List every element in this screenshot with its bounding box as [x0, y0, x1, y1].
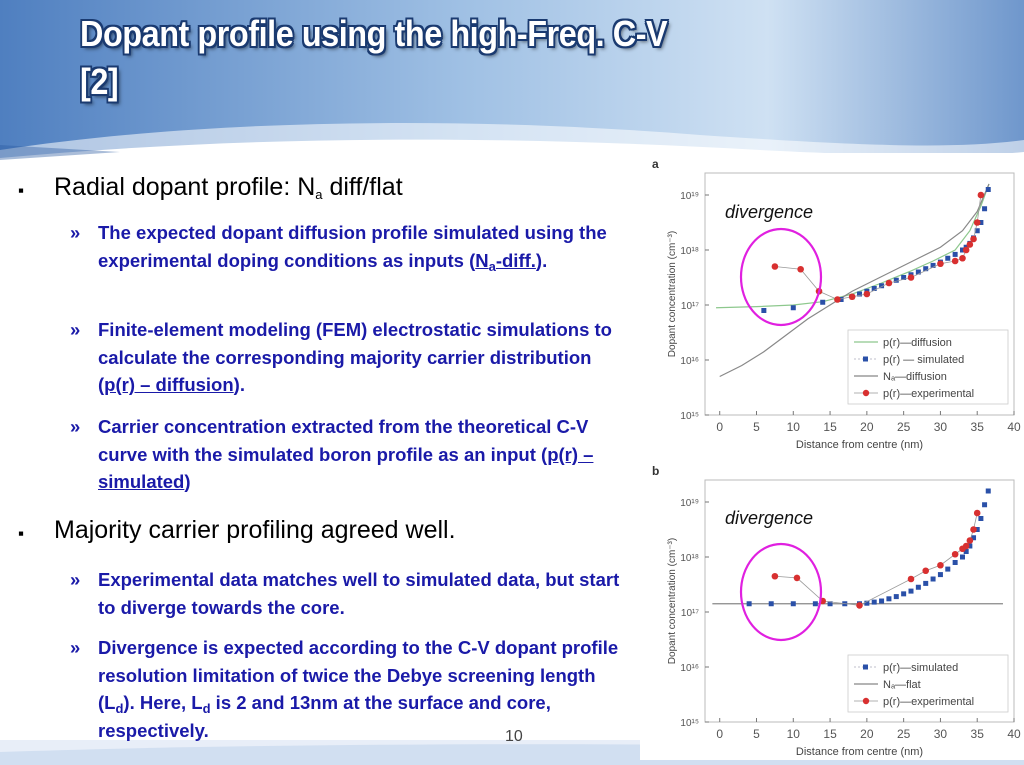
data-point-experimental [886, 280, 893, 287]
x-axis-label: Distance from centre (nm) [795, 746, 924, 758]
y-tick-label: 10¹⁵ [680, 718, 699, 729]
data-point-simulated [820, 300, 825, 305]
x-tick-label: 40 [1007, 727, 1021, 741]
data-point-simulated [986, 489, 991, 494]
data-point-experimental [970, 236, 977, 243]
x-tick-label: 10 [786, 420, 800, 434]
panel-label: b [652, 464, 660, 478]
data-point-simulated [791, 601, 796, 606]
data-point-simulated [931, 577, 936, 582]
data-point-experimental [952, 258, 959, 265]
data-point-experimental [967, 241, 974, 248]
data-point-experimental [967, 537, 974, 544]
data-point-experimental [970, 526, 977, 533]
title-line-1: Dopant profile using the high-Freq. C-V [80, 13, 668, 54]
y-tick-label: 10¹⁸ [680, 246, 699, 257]
y-tick-label: 10¹⁶ [680, 663, 699, 674]
x-tick-label: 0 [716, 727, 724, 741]
data-point-simulated [960, 555, 965, 560]
data-point-experimental [963, 543, 970, 550]
divergence-annotation: divergence [725, 508, 814, 528]
x-tick-label: 35 [970, 727, 984, 741]
data-point-simulated [938, 572, 943, 577]
data-point-experimental [849, 293, 856, 300]
sub-marker: » [70, 416, 81, 437]
legend-swatch-marker [863, 698, 869, 704]
data-point-experimental [834, 296, 841, 303]
x-tick-label: 30 [933, 420, 948, 434]
legend-label: p(r)—experimental [883, 696, 975, 708]
data-point-simulated [982, 502, 987, 507]
data-point-simulated [982, 206, 987, 211]
data-point-simulated [909, 589, 914, 594]
y-tick-label: 10¹⁷ [680, 608, 699, 619]
legend-swatch-marker [863, 357, 868, 362]
data-point-experimental [959, 255, 966, 262]
data-point-experimental [974, 219, 981, 226]
data-point-simulated [747, 601, 752, 606]
x-tick-label: 0 [716, 420, 724, 434]
legend-label: p(r) — simulated [883, 354, 965, 366]
chart-b [640, 460, 1024, 760]
y-axis-label: Dopant concentration (cm⁻³) [667, 537, 678, 665]
legend-swatch-marker [863, 665, 868, 670]
divergence-annotation: divergence [725, 202, 814, 222]
legend-label: p(r)—diffusion [883, 337, 952, 349]
x-tick-label: 20 [860, 420, 874, 434]
x-tick-label: 15 [823, 727, 837, 741]
title-line-2: [2] [80, 61, 119, 102]
data-point-simulated [769, 601, 774, 606]
data-point-simulated [872, 600, 877, 605]
data-point-experimental [856, 602, 863, 609]
data-point-simulated [813, 601, 818, 606]
data-point-simulated [923, 581, 928, 586]
data-point-simulated [986, 187, 991, 192]
sub-text: Finite-element modeling (FEM) electrostatic simulations to calculate the corresponding majority carrier distribution ( [98, 319, 612, 395]
y-axis-label: Dopant concentration (cm⁻³) [667, 230, 678, 358]
y-tick-label: 10¹⁹ [680, 191, 699, 202]
x-tick-label: 30 [933, 727, 948, 741]
data-point-simulated [901, 591, 906, 596]
page-number: 10 [505, 728, 523, 745]
bullet-marker: ▪ [18, 181, 25, 200]
pr-simulated-link: p(r) – simulated [98, 443, 594, 492]
data-point-experimental [978, 192, 985, 199]
x-tick-label: 35 [970, 420, 984, 434]
x-tick-label: 5 [753, 420, 760, 434]
sub-marker: » [70, 569, 81, 590]
data-point-simulated [879, 599, 884, 604]
data-point-simulated [886, 596, 891, 601]
y-tick-label: 10¹⁸ [680, 553, 699, 564]
na-diff-link: $N_a$-diff. [475, 249, 536, 274]
sub-text: Experimental data matches well to simulated data, but start to diverge towards the core. [98, 569, 620, 618]
x-tick-label: 20 [860, 727, 874, 741]
y-tick-label: 10¹⁵ [680, 411, 699, 422]
y-tick-label: 10¹⁷ [680, 301, 699, 312]
data-point-simulated [894, 594, 899, 599]
data-point-simulated [916, 585, 921, 590]
data-point-simulated [945, 567, 950, 572]
sub-text: Divergence is expected according to the C-V dopant profile resolution limitation of twice the Debye screening length (L [98, 637, 619, 713]
data-point-simulated [953, 252, 958, 257]
data-point-experimental [797, 266, 804, 273]
x-axis-label: Distance from centre (nm) [795, 439, 924, 451]
legend-label: p(r)—simulated [883, 662, 959, 674]
panel-label: a [652, 157, 659, 171]
legend-label: Nₐ—diffusion [883, 371, 947, 383]
data-point-simulated [945, 256, 950, 261]
y-tick-label: 10¹⁶ [680, 356, 699, 367]
data-point-experimental [794, 575, 801, 582]
data-point-experimental [908, 576, 915, 583]
bullet-marker: ▪ [18, 524, 25, 543]
sub-marker: » [70, 637, 81, 658]
legend-label: Nₐ—flat [883, 679, 921, 691]
data-point-experimental [908, 274, 915, 281]
legend-swatch-marker [863, 390, 869, 396]
data-point-experimental [952, 551, 959, 558]
x-tick-label: 15 [823, 420, 837, 434]
x-tick-label: 5 [753, 727, 760, 741]
x-tick-label: 40 [1007, 420, 1021, 434]
sub-text: The expected dopant diffusion profile simulated using the experimental doping conditions as inputs ( [98, 222, 607, 271]
data-point-simulated [791, 305, 796, 310]
data-point-experimental [963, 247, 970, 254]
legend-label: p(r)—experimental [883, 388, 975, 400]
sub-text: Carrier concentration extracted from the theoretical C-V curve with the simulated boron profile as an input ( [98, 416, 589, 465]
sub-marker: » [70, 319, 81, 340]
bullet-text-subscript: a [315, 187, 323, 202]
pr-diffusion-link: p(r) – diffusion [104, 374, 234, 395]
slide-body: ▪ Radial dopant profile: Na diff/flat » The expected dopant diffusion profile simulated using the experimental doping conditions as inputs $(N_a-diff.)$. » Finite-element modeling (FEM) electrostatic simulations to calculate the corresponding majority carrier distribution (p(r) – diffusion). » Carrier concentration extracted from the theoretical C-V curve with the simulated boron profile as an input (p(r) – simulated) ▪ Majority carrier profiling agreed well. » Experimental data matches well to simulated data, but start to diverge towards the core. » Divergence is expected according to the C-V dopant profile resolution limitation of twice the Debye screening length $(L_d)$. Here, $L_d$ is 2 and 13nm at the surface and core, respectively. 10 [0, 0, 1024, 765]
data-point-experimental [937, 260, 944, 267]
figure-panel-b [640, 460, 1024, 760]
x-tick-label: 25 [896, 420, 911, 434]
bullet-text: Majority carrier profiling agreed well. [54, 516, 456, 544]
sub-marker: » [70, 222, 81, 243]
x-tick-label: 25 [896, 727, 911, 741]
bullet-text: Radial dopant profile: N [54, 173, 316, 201]
data-point-experimental [974, 510, 981, 517]
data-point-experimental [772, 573, 779, 580]
data-point-experimental [772, 263, 779, 270]
data-point-experimental [922, 567, 929, 574]
data-point-experimental [937, 562, 944, 569]
data-point-simulated [761, 308, 766, 313]
data-point-experimental [864, 291, 871, 298]
x-tick-label: 10 [786, 727, 800, 741]
chart-a [640, 153, 1024, 453]
figure-panel-a [640, 153, 1024, 453]
y-tick-label: 10¹⁹ [680, 498, 699, 509]
data-point-simulated [953, 560, 958, 565]
data-point-simulated [978, 516, 983, 521]
bullet-text-tail: diff/flat [322, 173, 403, 201]
